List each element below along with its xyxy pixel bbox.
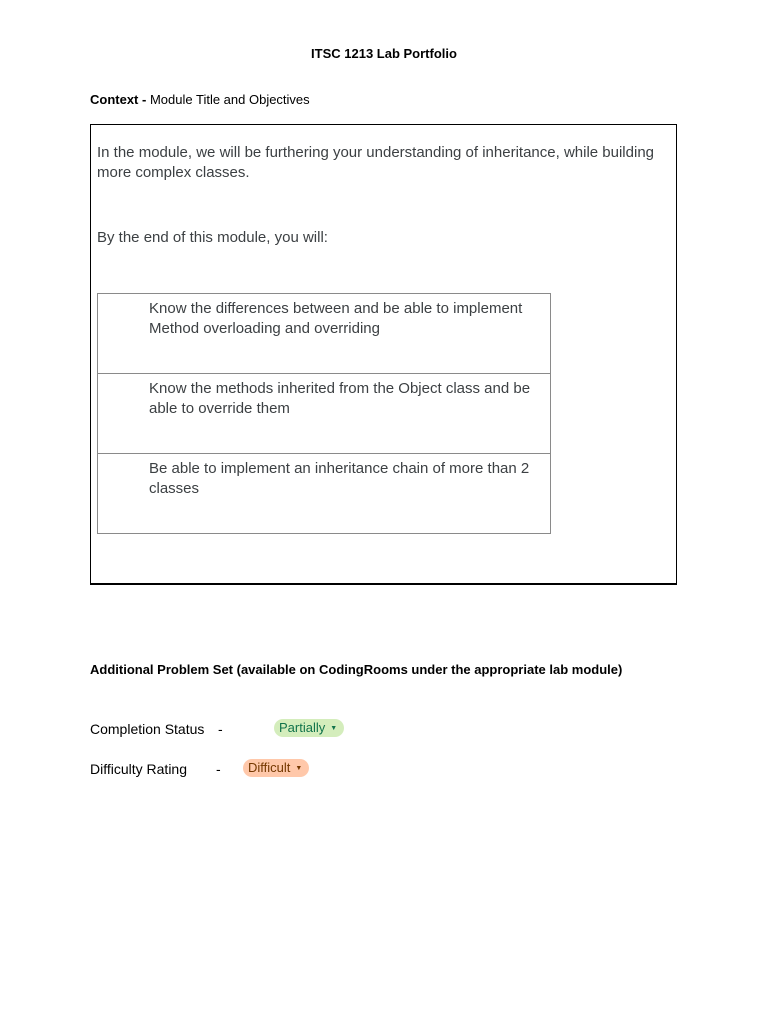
difficulty-rating-label: Difficulty Rating bbox=[90, 761, 188, 777]
completion-status-dropdown[interactable] bbox=[274, 719, 344, 737]
completion-dash: - bbox=[218, 721, 223, 737]
dropdown-arrow-icon: ▼ bbox=[330, 725, 338, 732]
difficulty-rating-dropdown[interactable] bbox=[243, 759, 309, 777]
context-line bbox=[90, 92, 310, 108]
table-row bbox=[98, 374, 551, 454]
objective-cell: Know the differences between and be able to implement Method overloading and overriding bbox=[98, 294, 551, 374]
objectives-table bbox=[97, 293, 551, 534]
objective-cell: Know the methods inherited from the Object class and be able to override them bbox=[98, 374, 551, 454]
problem-set-heading: Additional Problem Set (available on CodingRooms under the appropriate lab module) bbox=[90, 662, 623, 677]
context-label: Context - bbox=[90, 92, 147, 107]
table-row bbox=[98, 454, 551, 534]
objectives-box bbox=[90, 124, 677, 585]
dropdown-arrow-icon: ▼ bbox=[295, 765, 303, 772]
difficulty-rating-value: Difficult bbox=[248, 760, 291, 775]
intro-paragraph: In the module, we will be furthering your understanding of inheritance, while building more complex classes. bbox=[97, 144, 654, 181]
by-end-paragraph: By the end of this module, you will: bbox=[97, 229, 328, 246]
completion-status-value: Partially bbox=[279, 720, 326, 735]
objective-cell: Be able to implement an inheritance chain of more than 2 classes bbox=[98, 454, 551, 534]
page-title: ITSC 1213 Lab Portfolio bbox=[311, 46, 457, 61]
difficulty-dash: - bbox=[216, 761, 221, 777]
context-text: Module Title and Objectives bbox=[149, 92, 310, 107]
table-row bbox=[98, 294, 551, 374]
completion-status-label: Completion Status bbox=[90, 721, 205, 737]
